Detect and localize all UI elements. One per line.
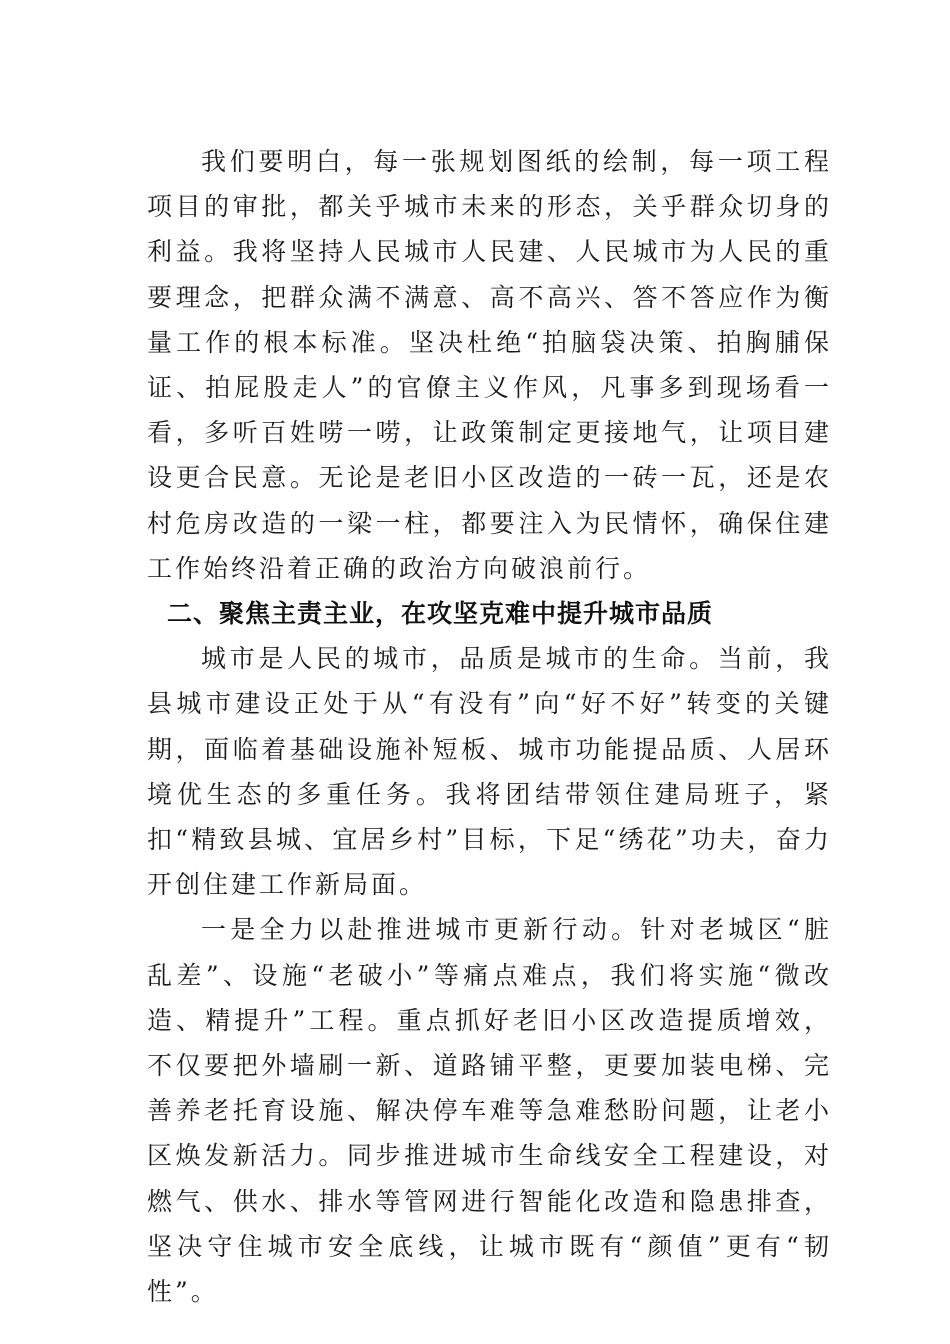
paragraph-people-centered: 我们要明白，每一张规划图纸的绘制，每一项工程项目的审批，都关乎城市未来的形态，关乎群众切身的利益。我将坚持人民城市人民建、人民城市为人民的重要理念，把群众满不满意、高不高兴、答不答应作为衡量工作的根本标准。坚决杜绝“拍脑袋决策、拍胸脯保证、拍屁股走人”的官僚主义作风，凡事多到现场看一看，多听百姓唠一唠，让政策制定更接地气，让项目建设更合民意。无论是老旧小区改造的一砖一瓦，还是农村危房改造的一梁一柱，都要注入为民情怀，确保住建工作始终沿着正确的政治方向破浪前行。 xyxy=(147,147,832,583)
section-heading-2: 二、聚焦主责主业，在攻坚克难中提升城市品质 xyxy=(167,599,714,629)
document-body xyxy=(147,139,832,1314)
paragraph-urban-renewal: 一是全力以赴推进城市更新行动。针对老城区“脏乱差”、设施“老破小”等痛点难点，我们将实施“微改造、精提升”工程。重点抓好老旧小区改造提质增效，不仅要把外墙刷一新、道路铺平整，更要加装电梯、完善养老托育设施、解决停车难等急难愁盼问题，让老小区焕发新活力。同步推进城市生命线安全工程建设，对燃气、供水、排水等管网进行智能化改造和隐患排查，坚决守住城市安全底线，让城市既有“颜值”更有“韧性”。 xyxy=(147,915,832,1307)
paragraph-city-quality: 城市是人民的城市，品质是城市的生命。当前，我县城市建设正处于从“有没有”向“好不好”转变的关键期，面临着基础设施补短板、城市功能提品质、人居环境优生态的多重任务。我将团结带领住建局班子，紧扣“精致县城、宜居乡村”目标，下足“绣花”功夫，奋力开创住建工作新局面。 xyxy=(147,644,832,900)
